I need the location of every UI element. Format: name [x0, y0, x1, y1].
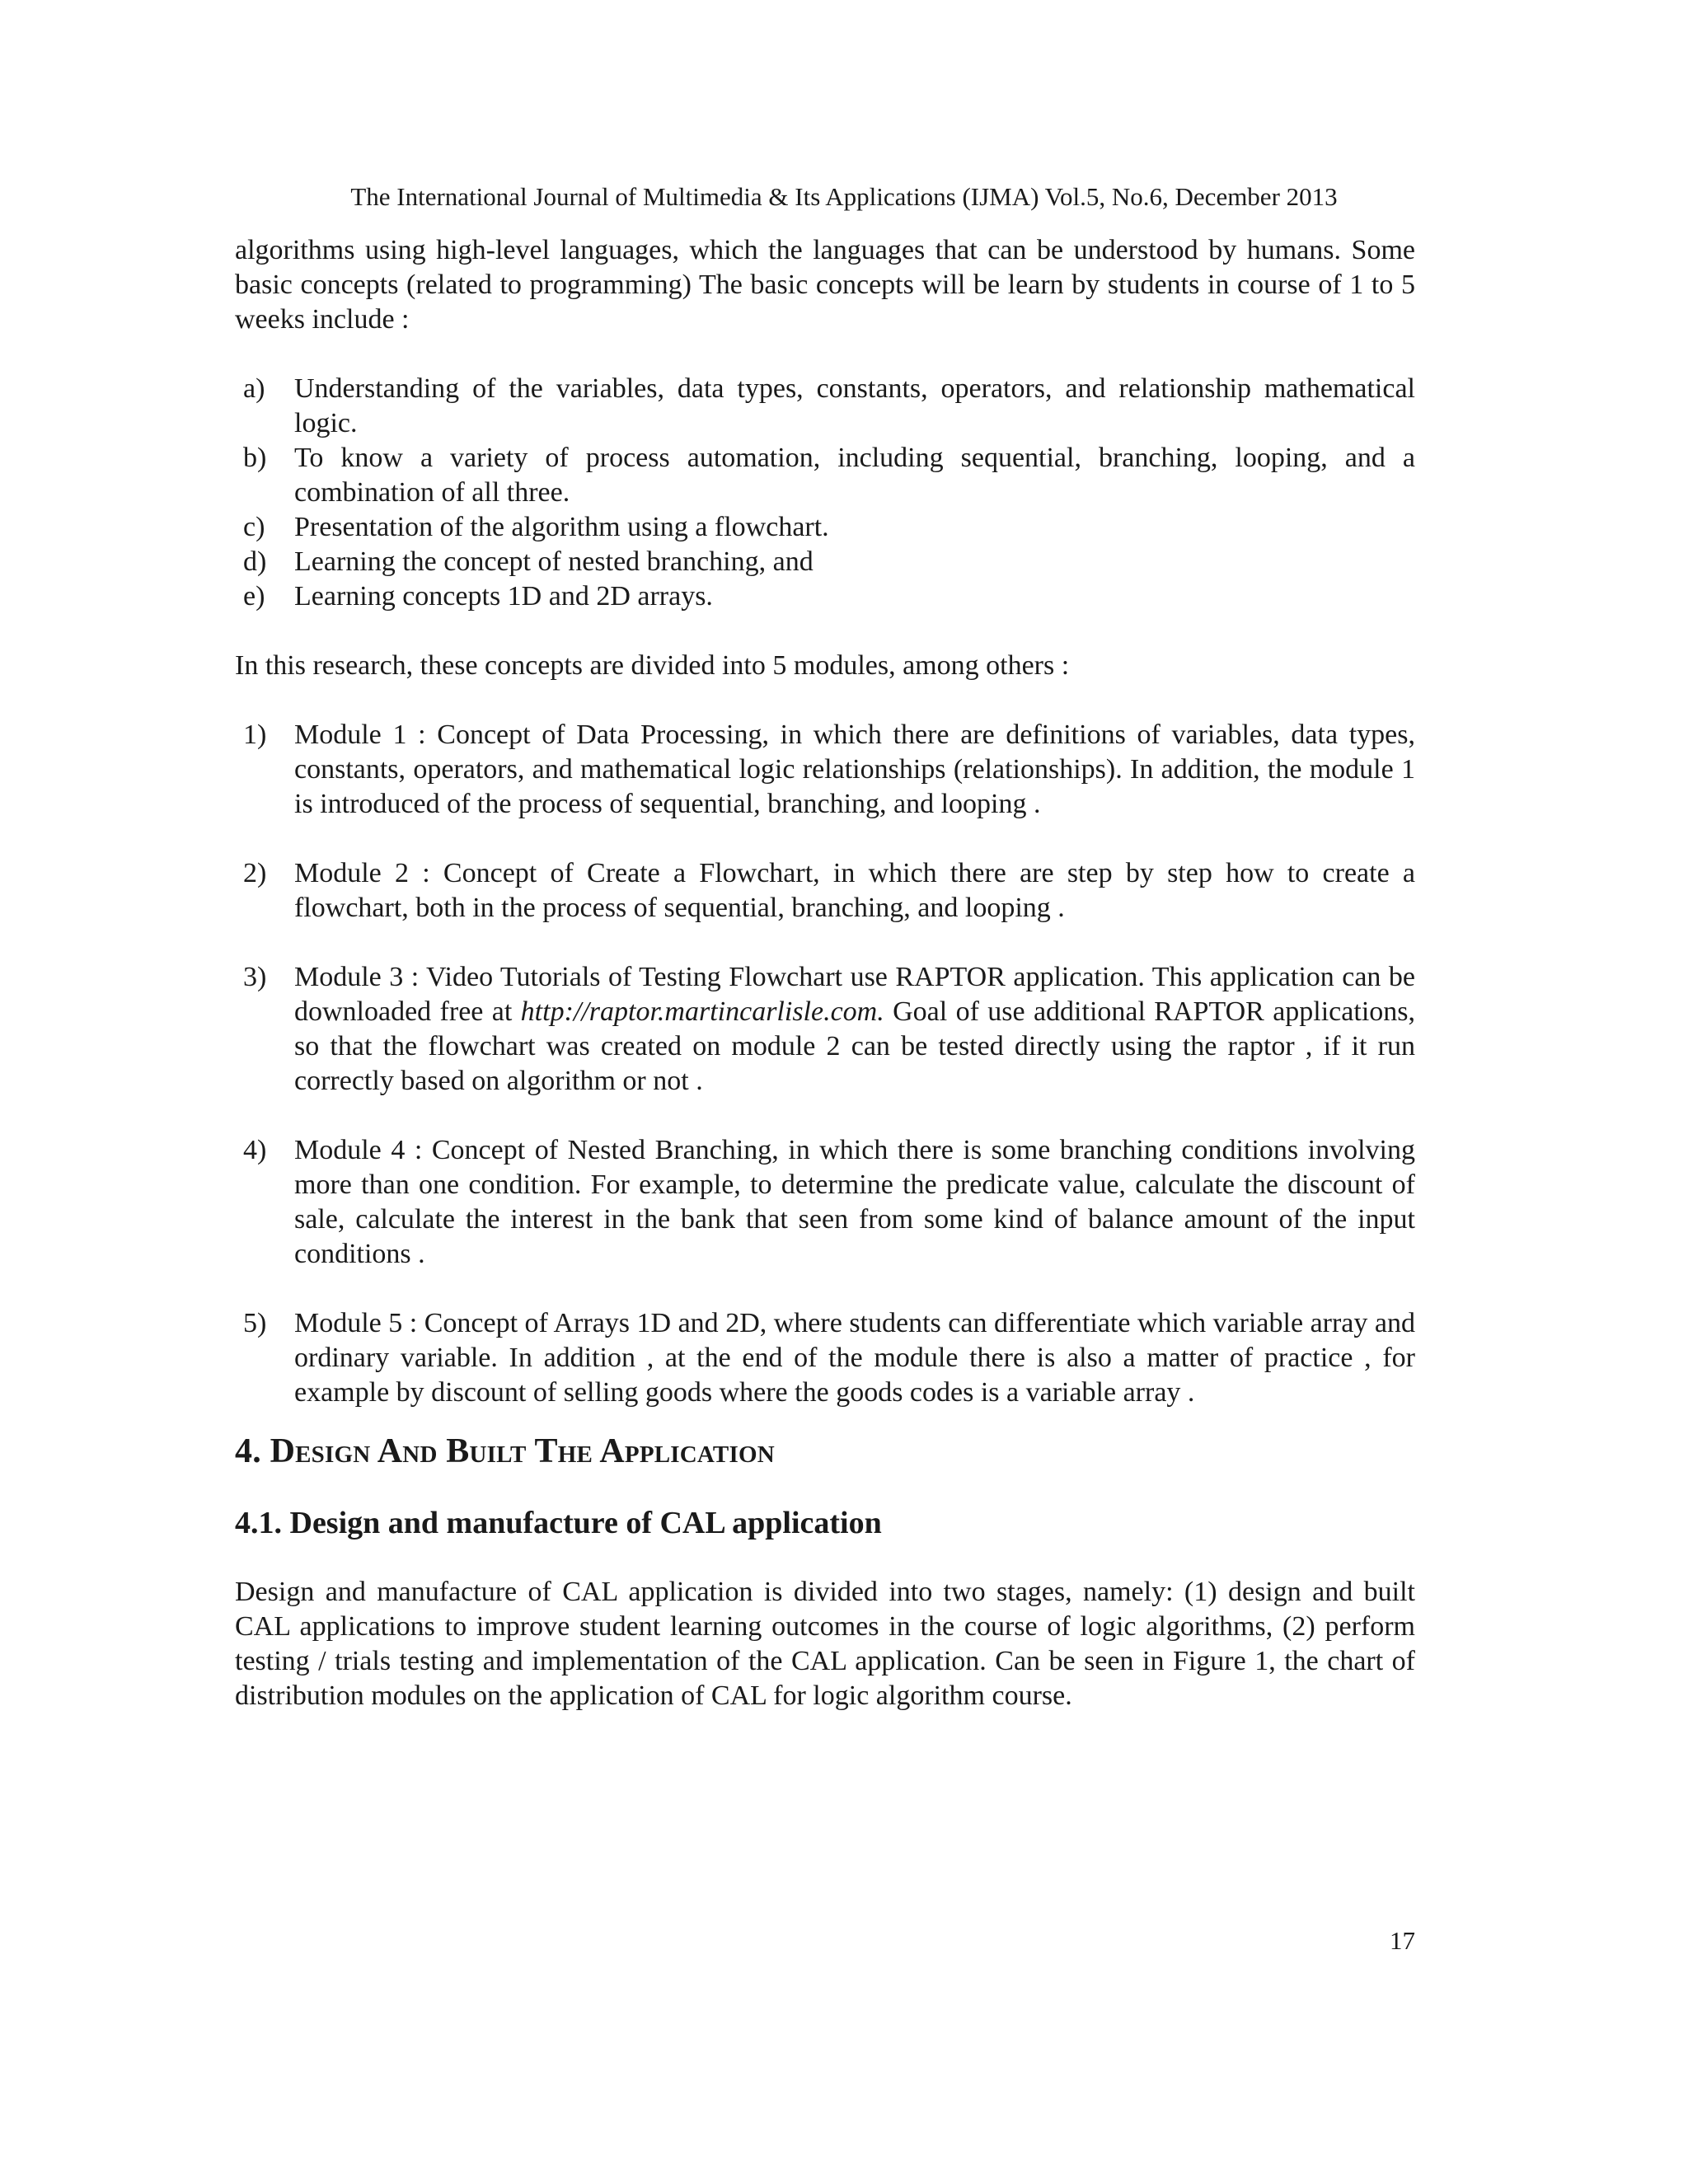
concept-list-item	[235, 372, 1415, 441]
spacer	[235, 337, 1415, 372]
module-list-item	[235, 718, 1415, 822]
list-marker: d)	[243, 546, 267, 577]
list-item-text: To know a variety of process automation, including sequential, branching, looping, and a combination of all three.	[294, 443, 1415, 508]
raptor-url-link[interactable]: http://raptor.martincarlisle.com.	[520, 996, 884, 1027]
list-marker: 1)	[243, 719, 267, 750]
list-marker: c)	[243, 512, 265, 542]
concept-list-item	[235, 545, 1415, 579]
module-list	[235, 718, 1415, 1410]
module-list-item	[235, 1306, 1415, 1410]
list-marker: 5)	[243, 1308, 267, 1338]
module-list-item	[235, 960, 1415, 1099]
section-paragraph: Design and manufacture of CAL application is divided into two stages, namely: (1) design and built CAL applications to improve student learning outcomes in the course of logic algorithms, (2) perform testing / trials testing and implementation of the CAL application. Can be seen in Figure 1, the chart of distribution modules on the application of CAL for logic algorithm course.	[235, 1577, 1415, 1711]
section-heading: 4. Design And Built The Application	[235, 1432, 775, 1470]
list-marker: a)	[243, 373, 265, 404]
module-list-item	[235, 1133, 1415, 1272]
page-body	[235, 233, 1415, 1713]
list-item-text: Learning the concept of nested branching, and	[294, 546, 814, 577]
concept-list-item	[235, 441, 1415, 510]
list-marker: 4)	[243, 1135, 267, 1165]
list-marker: b)	[243, 443, 267, 473]
module-text-part: Goal of use additional RAPTOR applications, so that the flowchart was created on module 2 can be tested directly using the raptor , if it run correctly based on algorithm or not .	[294, 996, 1415, 1096]
list-item-text: Module 5 : Concept of Arrays 1D and 2D, where students can differentiate which variable array and ordinary variable. In addition , at the end of the module there is also a matter of practice , for example by discount of selling goods where the goods codes is a variable array .	[294, 1308, 1415, 1408]
list-item-text: Module 1 : Concept of Data Processing, in which there are definitions of variables, data types, constants, operators, and mathematical logic relationships (relationships). In addition, the module 1 is introduced of the process of sequential, branching, and looping .	[294, 719, 1415, 819]
list-marker: e)	[243, 581, 265, 612]
list-item-text: Understanding of the variables, data types, constants, operators, and relationship mathematical logic.	[294, 373, 1415, 438]
list-item-text: Module 4 : Concept of Nested Branching, in which there is some branching conditions involving more than one condition. For example, to determine the predicate value, calculate the discount of sale, calculate the interest in the bank that seen from some kind of balance amount of the input conditions .	[294, 1135, 1415, 1269]
running-header: The International Journal of Multimedia & Its Applications (IJMA) Vol.5, No.6, December 2013	[350, 182, 1338, 211]
subsection-heading: 4.1. Design and manufacture of CAL application	[235, 1506, 882, 1540]
list-item-text: Learning concepts 1D and 2D arrays.	[294, 581, 713, 612]
modules-intro-paragraph: In this research, these concepts are divided into 5 modules, among others :	[235, 650, 1070, 681]
intro-paragraph: algorithms using high-level languages, which the languages that can be understood by humans. Some basic concepts (related to programming) The basic concepts will be learn by students in course of 1 to 5 weeks include :	[235, 235, 1415, 335]
spacer	[235, 683, 1415, 718]
concept-list-item	[235, 579, 1415, 614]
list-item-text: Presentation of the algorithm using a flowchart.	[294, 512, 829, 542]
spacer	[235, 614, 1415, 649]
list-marker: 3)	[243, 962, 267, 992]
page-number: 17	[1390, 1926, 1415, 1955]
list-item-text: Module 2 : Concept of Create a Flowchart, in which there are step by step how to create a flowchart, both in the process of sequential, branching, and looping .	[294, 858, 1415, 923]
module-text-part: Module 3 : Video Tutorials of Testing Flowchart use RAPTOR application. This application can be downloaded free at	[294, 962, 1415, 1027]
concept-list	[235, 372, 1415, 614]
module-list-item	[235, 856, 1415, 926]
list-item-text	[294, 960, 1415, 1099]
list-marker: 2)	[243, 858, 267, 888]
concept-list-item	[235, 510, 1415, 545]
